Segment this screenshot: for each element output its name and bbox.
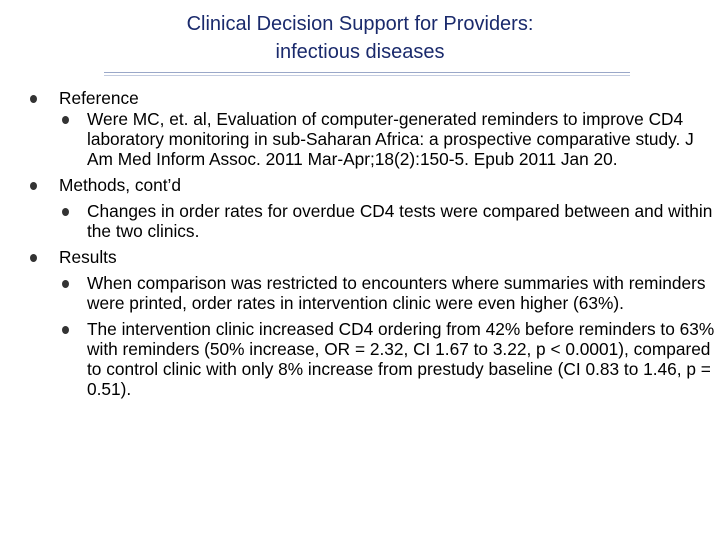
sub-bullet-dot-icon [62,116,69,124]
results-item-1-text: When comparison was restricted to encounters where summaries with reminders were printed, order rates in intervention clinic were even higher (63%). [87,273,706,313]
sub-bullet-dot-icon [62,326,69,334]
section-heading-methods: Methods, cont’d [59,175,181,195]
slide-title [60,10,660,66]
results-item-2 [59,319,716,399]
sub-bullet-dot-icon [62,208,69,216]
title-divider-bottom [104,75,630,76]
title-divider-top [104,72,630,73]
methods-item-text: Changes in order rates for overdue CD4 tests were compared between and within the two clinics. [87,201,713,241]
section-methods [26,175,716,241]
slide-title-line-1: Clinical Decision Support for Providers: [186,13,534,35]
results-item-2-text: The intervention clinic increased CD4 ordering from 42% before reminders to 63% with reminders (50% increase, OR = 2.32, CI 1.67 to 3.22, p < 0.0001), compared to control clinic with only 8% increase from prestudy baseline (CI 0.83 to 1.46, p = 0.51). [87,319,715,399]
reference-citation-text: Were MC, et. al, Evaluation of computer-generated reminders to improve CD4 laboratory monitoring in sub-Saharan Africa: a prospective comparative study. J Am Med Inform Assoc. 2011 Mar-Apr;18(2):150-5. Epub 2011 Jan 20. [87,109,694,169]
slide-body [26,88,716,399]
reference-citation-item [59,109,716,169]
methods-item [59,201,716,241]
sub-bullet-dot-icon [62,280,69,288]
slide-title-line-2: infectious diseases [275,41,445,63]
bullet-dot-icon [30,95,37,103]
section-heading-results: Results [59,247,117,267]
bullet-dot-icon [30,254,37,262]
section-heading-reference: Reference [59,88,139,108]
section-reference [26,88,716,169]
bullet-dot-icon [30,182,37,190]
section-results [26,247,716,399]
results-item-1 [59,273,716,313]
